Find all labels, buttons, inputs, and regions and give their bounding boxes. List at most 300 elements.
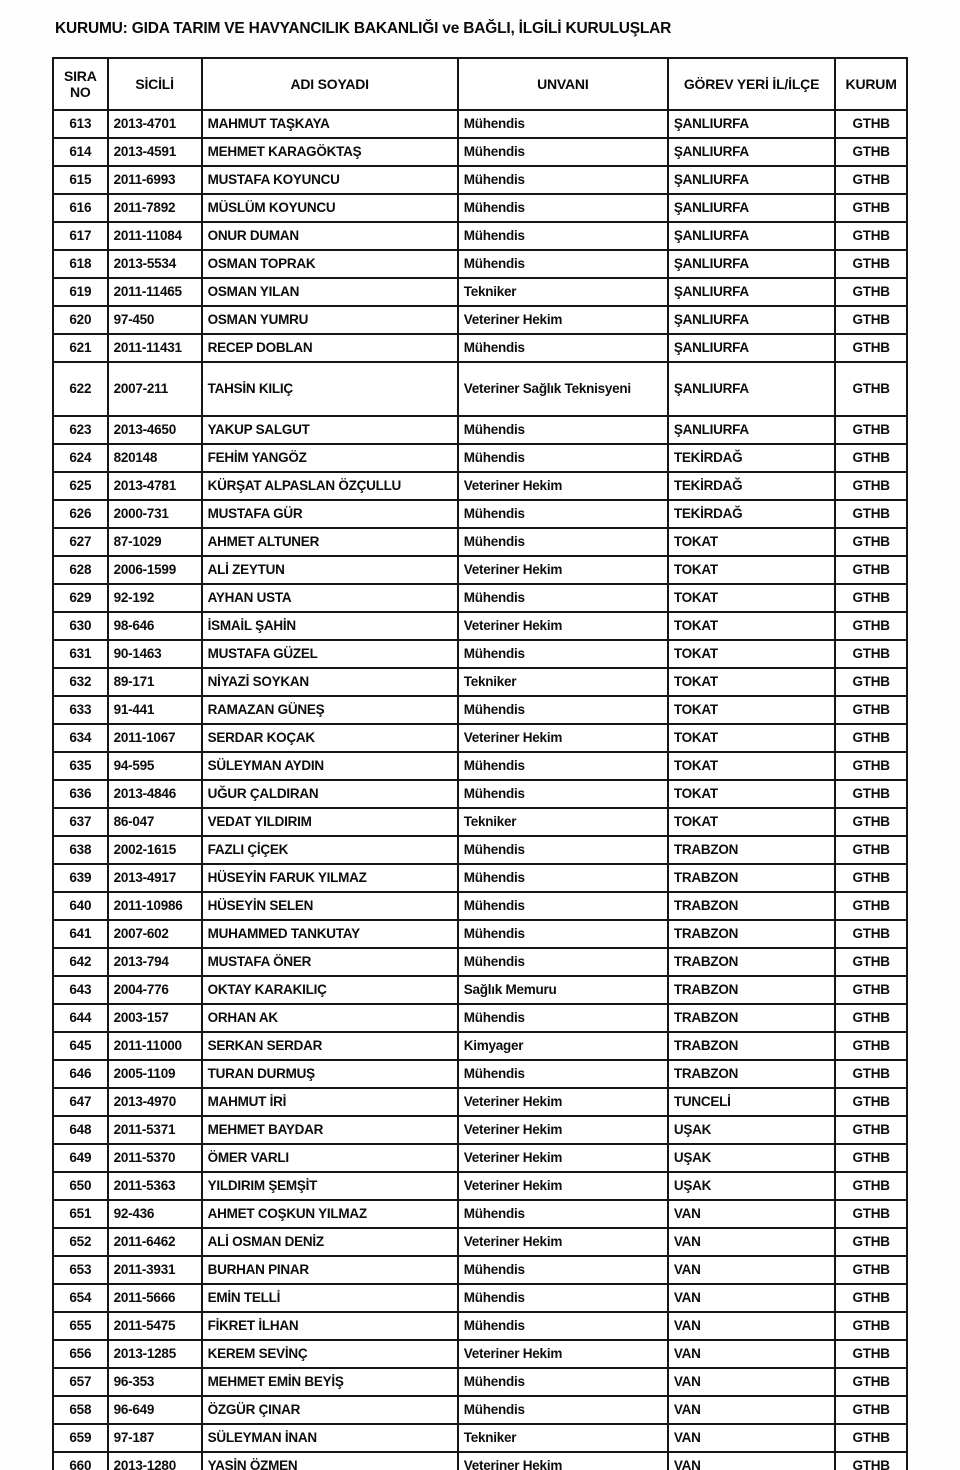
cell-adi-soyadi: AHMET ALTUNER xyxy=(202,528,458,556)
cell-gorev-yeri: VAN xyxy=(668,1396,835,1424)
cell-sicili: 2011-11431 xyxy=(108,334,202,362)
table-row xyxy=(53,1144,907,1172)
cell-kurum: GTHB xyxy=(835,556,907,584)
cell-gorev-yeri: ŞANLIURFA xyxy=(668,416,835,444)
cell-adi-soyadi: ALİ ZEYTUN xyxy=(202,556,458,584)
cell-unvani: Mühendis xyxy=(458,1284,668,1312)
cell-adi-soyadi: MAHMUT İRİ xyxy=(202,1088,458,1116)
cell-adi-soyadi: ORHAN AK xyxy=(202,1004,458,1032)
cell-gorev-yeri: TRABZON xyxy=(668,948,835,976)
table-row xyxy=(53,780,907,808)
cell-sira-no: 620 xyxy=(53,306,108,334)
cell-gorev-yeri: TRABZON xyxy=(668,1032,835,1060)
cell-unvani: Tekniker xyxy=(458,668,668,696)
cell-sira-no: 656 xyxy=(53,1340,108,1368)
cell-adi-soyadi: FİKRET İLHAN xyxy=(202,1312,458,1340)
table-header xyxy=(53,58,907,110)
table-row xyxy=(53,724,907,752)
cell-unvani: Mühendis xyxy=(458,1004,668,1032)
cell-sira-no: 628 xyxy=(53,556,108,584)
cell-gorev-yeri: TOKAT xyxy=(668,612,835,640)
cell-sicili: 2011-11000 xyxy=(108,1032,202,1060)
cell-sira-no: 641 xyxy=(53,920,108,948)
cell-kurum: GTHB xyxy=(835,250,907,278)
cell-kurum: GTHB xyxy=(835,920,907,948)
cell-unvani: Mühendis xyxy=(458,1200,668,1228)
cell-sira-no: 624 xyxy=(53,444,108,472)
cell-sira-no: 646 xyxy=(53,1060,108,1088)
table-row xyxy=(53,500,907,528)
cell-kurum: GTHB xyxy=(835,724,907,752)
cell-kurum: GTHB xyxy=(835,1032,907,1060)
table-row xyxy=(53,948,907,976)
cell-sira-no: 617 xyxy=(53,222,108,250)
cell-kurum: GTHB xyxy=(835,1004,907,1032)
cell-kurum: GTHB xyxy=(835,976,907,1004)
table-row xyxy=(53,472,907,500)
cell-sicili: 98-646 xyxy=(108,612,202,640)
cell-unvani: Tekniker xyxy=(458,278,668,306)
cell-sira-no: 652 xyxy=(53,1228,108,1256)
cell-sicili: 2013-794 xyxy=(108,948,202,976)
table-row xyxy=(53,696,907,724)
cell-kurum: GTHB xyxy=(835,1424,907,1452)
cell-kurum: GTHB xyxy=(835,166,907,194)
cell-sicili: 2011-5363 xyxy=(108,1172,202,1200)
personnel-table xyxy=(52,57,908,1470)
cell-adi-soyadi: İSMAİL ŞAHİN xyxy=(202,612,458,640)
cell-sira-no: 653 xyxy=(53,1256,108,1284)
cell-unvani: Sağlık Memuru xyxy=(458,976,668,1004)
cell-unvani: Veteriner Hekim xyxy=(458,1172,668,1200)
cell-sira-no: 626 xyxy=(53,500,108,528)
cell-sira-no: 629 xyxy=(53,584,108,612)
cell-unvani: Mühendis xyxy=(458,194,668,222)
cell-adi-soyadi: SÜLEYMAN AYDIN xyxy=(202,752,458,780)
cell-gorev-yeri: TOKAT xyxy=(668,752,835,780)
cell-sira-no: 650 xyxy=(53,1172,108,1200)
cell-adi-soyadi: SERDAR KOÇAK xyxy=(202,724,458,752)
cell-sira-no: 639 xyxy=(53,864,108,892)
table-row xyxy=(53,1088,907,1116)
cell-sira-no: 614 xyxy=(53,138,108,166)
cell-adi-soyadi: KÜRŞAT ALPASLAN ÖZÇULLU xyxy=(202,472,458,500)
cell-kurum: GTHB xyxy=(835,1368,907,1396)
cell-gorev-yeri: ŞANLIURFA xyxy=(668,138,835,166)
cell-kurum: GTHB xyxy=(835,696,907,724)
cell-unvani: Mühendis xyxy=(458,920,668,948)
cell-unvani: Mühendis xyxy=(458,250,668,278)
cell-unvani: Veteriner Hekim xyxy=(458,1116,668,1144)
cell-sicili: 2011-5371 xyxy=(108,1116,202,1144)
cell-gorev-yeri: TRABZON xyxy=(668,1060,835,1088)
cell-sira-no: 640 xyxy=(53,892,108,920)
cell-gorev-yeri: TOKAT xyxy=(668,780,835,808)
table-row xyxy=(53,836,907,864)
cell-sicili: 2013-4781 xyxy=(108,472,202,500)
cell-sicili: 91-441 xyxy=(108,696,202,724)
cell-kurum: GTHB xyxy=(835,1312,907,1340)
cell-gorev-yeri: TRABZON xyxy=(668,836,835,864)
cell-sira-no: 633 xyxy=(53,696,108,724)
cell-gorev-yeri: ŞANLIURFA xyxy=(668,166,835,194)
cell-unvani: Mühendis xyxy=(458,836,668,864)
col-header-gorev-yeri: GÖREV YERİ İL/İLÇE xyxy=(668,58,835,110)
cell-unvani: Mühendis xyxy=(458,752,668,780)
cell-sira-no: 645 xyxy=(53,1032,108,1060)
cell-adi-soyadi: RAMAZAN GÜNEŞ xyxy=(202,696,458,724)
cell-unvani: Mühendis xyxy=(458,528,668,556)
cell-sira-no: 622 xyxy=(53,362,108,416)
cell-sicili: 89-171 xyxy=(108,668,202,696)
cell-sira-no: 632 xyxy=(53,668,108,696)
cell-kurum: GTHB xyxy=(835,640,907,668)
cell-kurum: GTHB xyxy=(835,194,907,222)
cell-sira-no: 638 xyxy=(53,836,108,864)
cell-adi-soyadi: SERKAN SERDAR xyxy=(202,1032,458,1060)
table-row xyxy=(53,976,907,1004)
cell-adi-soyadi: MUSTAFA ÖNER xyxy=(202,948,458,976)
cell-adi-soyadi: EMİN TELLİ xyxy=(202,1284,458,1312)
cell-kurum: GTHB xyxy=(835,1256,907,1284)
cell-adi-soyadi: TURAN DURMUŞ xyxy=(202,1060,458,1088)
cell-adi-soyadi: MEHMET BAYDAR xyxy=(202,1116,458,1144)
cell-adi-soyadi: MUSTAFA KOYUNCU xyxy=(202,166,458,194)
cell-sira-no: 623 xyxy=(53,416,108,444)
table-row xyxy=(53,752,907,780)
cell-adi-soyadi: OSMAN YILAN xyxy=(202,278,458,306)
cell-adi-soyadi: MEHMET KARAGÖKTAŞ xyxy=(202,138,458,166)
cell-adi-soyadi: MEHMET EMİN BEYİŞ xyxy=(202,1368,458,1396)
cell-kurum: GTHB xyxy=(835,138,907,166)
cell-sicili: 2006-1599 xyxy=(108,556,202,584)
cell-unvani: Veteriner Hekim xyxy=(458,612,668,640)
cell-sira-no: 635 xyxy=(53,752,108,780)
cell-sira-no: 625 xyxy=(53,472,108,500)
cell-sicili: 86-047 xyxy=(108,808,202,836)
cell-adi-soyadi: ONUR DUMAN xyxy=(202,222,458,250)
cell-kurum: GTHB xyxy=(835,306,907,334)
cell-sicili: 90-1463 xyxy=(108,640,202,668)
cell-adi-soyadi: SÜLEYMAN İNAN xyxy=(202,1424,458,1452)
cell-unvani: Mühendis xyxy=(458,948,668,976)
header-row xyxy=(53,58,907,110)
cell-sicili: 2013-4846 xyxy=(108,780,202,808)
cell-unvani: Veteriner Hekim xyxy=(458,306,668,334)
cell-sira-no: 613 xyxy=(53,110,108,138)
cell-unvani: Mühendis xyxy=(458,444,668,472)
cell-sira-no: 636 xyxy=(53,780,108,808)
cell-gorev-yeri: VAN xyxy=(668,1312,835,1340)
cell-unvani: Mühendis xyxy=(458,696,668,724)
cell-kurum: GTHB xyxy=(835,222,907,250)
cell-adi-soyadi: AYHAN USTA xyxy=(202,584,458,612)
table-row xyxy=(53,556,907,584)
cell-kurum: GTHB xyxy=(835,110,907,138)
cell-sicili: 97-450 xyxy=(108,306,202,334)
cell-gorev-yeri: TOKAT xyxy=(668,640,835,668)
cell-gorev-yeri: TRABZON xyxy=(668,976,835,1004)
cell-sicili: 2011-7892 xyxy=(108,194,202,222)
cell-gorev-yeri: TRABZON xyxy=(668,892,835,920)
cell-sicili: 2013-4591 xyxy=(108,138,202,166)
cell-kurum: GTHB xyxy=(835,528,907,556)
cell-kurum: GTHB xyxy=(835,500,907,528)
table-row xyxy=(53,864,907,892)
cell-kurum: GTHB xyxy=(835,836,907,864)
cell-adi-soyadi: RECEP DOBLAN xyxy=(202,334,458,362)
cell-gorev-yeri: TEKİRDAĞ xyxy=(668,500,835,528)
cell-kurum: GTHB xyxy=(835,1116,907,1144)
table-row xyxy=(53,1004,907,1032)
cell-sira-no: 631 xyxy=(53,640,108,668)
table-row xyxy=(53,194,907,222)
cell-sira-no: 630 xyxy=(53,612,108,640)
table-row xyxy=(53,1060,907,1088)
cell-kurum: GTHB xyxy=(835,278,907,306)
table-body xyxy=(53,110,907,1470)
cell-adi-soyadi: BURHAN PINAR xyxy=(202,1256,458,1284)
cell-adi-soyadi: HÜSEYİN SELEN xyxy=(202,892,458,920)
cell-gorev-yeri: ŞANLIURFA xyxy=(668,334,835,362)
cell-unvani: Mühendis xyxy=(458,640,668,668)
cell-kurum: GTHB xyxy=(835,334,907,362)
cell-gorev-yeri: TOKAT xyxy=(668,584,835,612)
cell-unvani: Veteriner Hekim xyxy=(458,1452,668,1470)
cell-sira-no: 619 xyxy=(53,278,108,306)
cell-unvani: Veteriner Hekim xyxy=(458,1088,668,1116)
table-row xyxy=(53,1396,907,1424)
table-row xyxy=(53,334,907,362)
cell-gorev-yeri: ŞANLIURFA xyxy=(668,222,835,250)
cell-unvani: Veteriner Sağlık Teknisyeni xyxy=(458,362,668,416)
table-row xyxy=(53,362,907,416)
table-row xyxy=(53,166,907,194)
cell-sicili: 2004-776 xyxy=(108,976,202,1004)
cell-kurum: GTHB xyxy=(835,1060,907,1088)
cell-adi-soyadi: FEHİM YANGÖZ xyxy=(202,444,458,472)
cell-unvani: Mühendis xyxy=(458,892,668,920)
cell-unvani: Mühendis xyxy=(458,1368,668,1396)
cell-gorev-yeri: ŞANLIURFA xyxy=(668,362,835,416)
cell-sira-no: 616 xyxy=(53,194,108,222)
cell-sicili: 87-1029 xyxy=(108,528,202,556)
cell-gorev-yeri: TEKİRDAĞ xyxy=(668,444,835,472)
cell-gorev-yeri: TRABZON xyxy=(668,1004,835,1032)
cell-sicili: 2013-4917 xyxy=(108,864,202,892)
cell-gorev-yeri: UŞAK xyxy=(668,1144,835,1172)
cell-unvani: Mühendis xyxy=(458,138,668,166)
cell-unvani: Mühendis xyxy=(458,1312,668,1340)
table-row xyxy=(53,892,907,920)
cell-kurum: GTHB xyxy=(835,1172,907,1200)
cell-gorev-yeri: VAN xyxy=(668,1452,835,1470)
cell-sicili: 2011-6462 xyxy=(108,1228,202,1256)
cell-gorev-yeri: TRABZON xyxy=(668,864,835,892)
cell-adi-soyadi: VEDAT YILDIRIM xyxy=(202,808,458,836)
cell-sira-no: 644 xyxy=(53,1004,108,1032)
cell-gorev-yeri: TUNCELİ xyxy=(668,1088,835,1116)
cell-kurum: GTHB xyxy=(835,1088,907,1116)
cell-unvani: Mühendis xyxy=(458,780,668,808)
cell-sicili: 2011-1067 xyxy=(108,724,202,752)
cell-unvani: Mühendis xyxy=(458,1256,668,1284)
cell-gorev-yeri: ŞANLIURFA xyxy=(668,110,835,138)
cell-kurum: GTHB xyxy=(835,892,907,920)
cell-sicili: 97-187 xyxy=(108,1424,202,1452)
col-header-adi-soyadi: ADI SOYADI xyxy=(202,58,458,110)
table-row xyxy=(53,138,907,166)
cell-adi-soyadi: YASİN ÖZMEN xyxy=(202,1452,458,1470)
cell-sira-no: 658 xyxy=(53,1396,108,1424)
cell-sicili: 2000-731 xyxy=(108,500,202,528)
table-row xyxy=(53,110,907,138)
cell-kurum: GTHB xyxy=(835,444,907,472)
cell-unvani: Veteriner Hekim xyxy=(458,1340,668,1368)
table-row xyxy=(53,640,907,668)
cell-adi-soyadi: YAKUP SALGUT xyxy=(202,416,458,444)
cell-gorev-yeri: VAN xyxy=(668,1424,835,1452)
table-row xyxy=(53,920,907,948)
table-row xyxy=(53,1256,907,1284)
table-row xyxy=(53,1284,907,1312)
cell-adi-soyadi: ALİ OSMAN DENİZ xyxy=(202,1228,458,1256)
cell-sira-no: 659 xyxy=(53,1424,108,1452)
cell-sicili: 2011-11084 xyxy=(108,222,202,250)
cell-gorev-yeri: TOKAT xyxy=(668,808,835,836)
cell-sicili: 2013-5534 xyxy=(108,250,202,278)
cell-sicili: 2013-1285 xyxy=(108,1340,202,1368)
cell-kurum: GTHB xyxy=(835,362,907,416)
col-header-sicili: SİCİLİ xyxy=(108,58,202,110)
cell-kurum: GTHB xyxy=(835,1452,907,1470)
table-row xyxy=(53,1172,907,1200)
cell-gorev-yeri: TOKAT xyxy=(668,556,835,584)
cell-gorev-yeri: ŞANLIURFA xyxy=(668,306,835,334)
cell-kurum: GTHB xyxy=(835,1228,907,1256)
cell-adi-soyadi: NİYAZİ SOYKAN xyxy=(202,668,458,696)
cell-adi-soyadi: OKTAY KARAKILIÇ xyxy=(202,976,458,1004)
cell-adi-soyadi: KEREM SEVİNÇ xyxy=(202,1340,458,1368)
cell-unvani: Tekniker xyxy=(458,808,668,836)
cell-kurum: GTHB xyxy=(835,584,907,612)
cell-adi-soyadi: YILDIRIM ŞEMŞİT xyxy=(202,1172,458,1200)
cell-kurum: GTHB xyxy=(835,948,907,976)
cell-kurum: GTHB xyxy=(835,1200,907,1228)
cell-adi-soyadi: MUSTAFA GÜZEL xyxy=(202,640,458,668)
cell-sicili: 96-353 xyxy=(108,1368,202,1396)
cell-adi-soyadi: MAHMUT TAŞKAYA xyxy=(202,110,458,138)
cell-sicili: 2007-602 xyxy=(108,920,202,948)
cell-gorev-yeri: VAN xyxy=(668,1368,835,1396)
cell-kurum: GTHB xyxy=(835,808,907,836)
cell-sira-no: 651 xyxy=(53,1200,108,1228)
cell-gorev-yeri: VAN xyxy=(668,1256,835,1284)
cell-gorev-yeri: UŞAK xyxy=(668,1116,835,1144)
cell-unvani: Mühendis xyxy=(458,334,668,362)
cell-sira-no: 643 xyxy=(53,976,108,1004)
cell-sicili: 2011-5666 xyxy=(108,1284,202,1312)
cell-sira-no: 654 xyxy=(53,1284,108,1312)
table-row xyxy=(53,808,907,836)
cell-sicili: 2007-211 xyxy=(108,362,202,416)
cell-sicili: 2002-1615 xyxy=(108,836,202,864)
table-row xyxy=(53,668,907,696)
cell-unvani: Mühendis xyxy=(458,584,668,612)
cell-gorev-yeri: TOKAT xyxy=(668,668,835,696)
cell-kurum: GTHB xyxy=(835,1144,907,1172)
cell-unvani: Veteriner Hekim xyxy=(458,472,668,500)
cell-gorev-yeri: TRABZON xyxy=(668,920,835,948)
table-row xyxy=(53,222,907,250)
cell-sicili: 94-595 xyxy=(108,752,202,780)
table-row xyxy=(53,528,907,556)
table-row xyxy=(53,1452,907,1470)
table-row xyxy=(53,250,907,278)
cell-sira-no: 642 xyxy=(53,948,108,976)
cell-adi-soyadi: TAHSİN KILIÇ xyxy=(202,362,458,416)
cell-unvani: Mühendis xyxy=(458,110,668,138)
cell-sicili: 2013-4970 xyxy=(108,1088,202,1116)
cell-sicili: 2011-3931 xyxy=(108,1256,202,1284)
cell-unvani: Mühendis xyxy=(458,500,668,528)
cell-sira-no: 660 xyxy=(53,1452,108,1470)
table-row xyxy=(53,278,907,306)
cell-sicili: 2013-1280 xyxy=(108,1452,202,1470)
cell-sira-no: 618 xyxy=(53,250,108,278)
cell-unvani: Mühendis xyxy=(458,1396,668,1424)
cell-sira-no: 637 xyxy=(53,808,108,836)
cell-sira-no: 627 xyxy=(53,528,108,556)
col-header-unvani: UNVANI xyxy=(458,58,668,110)
table-row xyxy=(53,1116,907,1144)
cell-sira-no: 657 xyxy=(53,1368,108,1396)
cell-sicili: 92-436 xyxy=(108,1200,202,1228)
cell-gorev-yeri: UŞAK xyxy=(668,1172,835,1200)
cell-sicili: 2011-5475 xyxy=(108,1312,202,1340)
table-row xyxy=(53,444,907,472)
cell-gorev-yeri: ŞANLIURFA xyxy=(668,250,835,278)
cell-adi-soyadi: FAZLI ÇİÇEK xyxy=(202,836,458,864)
table-row xyxy=(53,1424,907,1452)
cell-kurum: GTHB xyxy=(835,1396,907,1424)
table-row xyxy=(53,1032,907,1060)
cell-adi-soyadi: ÖZGÜR ÇINAR xyxy=(202,1396,458,1424)
cell-sicili: 820148 xyxy=(108,444,202,472)
cell-adi-soyadi: ÖMER VARLI xyxy=(202,1144,458,1172)
cell-sicili: 2011-11465 xyxy=(108,278,202,306)
cell-sicili: 92-192 xyxy=(108,584,202,612)
cell-adi-soyadi: AHMET COŞKUN YILMAZ xyxy=(202,1200,458,1228)
table-row xyxy=(53,612,907,640)
cell-kurum: GTHB xyxy=(835,1284,907,1312)
cell-gorev-yeri: TOKAT xyxy=(668,724,835,752)
cell-kurum: GTHB xyxy=(835,612,907,640)
cell-unvani: Mühendis xyxy=(458,166,668,194)
table-row xyxy=(53,1368,907,1396)
cell-kurum: GTHB xyxy=(835,780,907,808)
cell-sicili: 2013-4650 xyxy=(108,416,202,444)
cell-adi-soyadi: OSMAN TOPRAK xyxy=(202,250,458,278)
cell-adi-soyadi: OSMAN YUMRU xyxy=(202,306,458,334)
cell-sira-no: 649 xyxy=(53,1144,108,1172)
cell-unvani: Mühendis xyxy=(458,864,668,892)
cell-gorev-yeri: ŞANLIURFA xyxy=(668,278,835,306)
cell-unvani: Veteriner Hekim xyxy=(458,556,668,584)
cell-unvani: Kimyager xyxy=(458,1032,668,1060)
cell-sicili: 2013-4701 xyxy=(108,110,202,138)
cell-unvani: Mühendis xyxy=(458,222,668,250)
